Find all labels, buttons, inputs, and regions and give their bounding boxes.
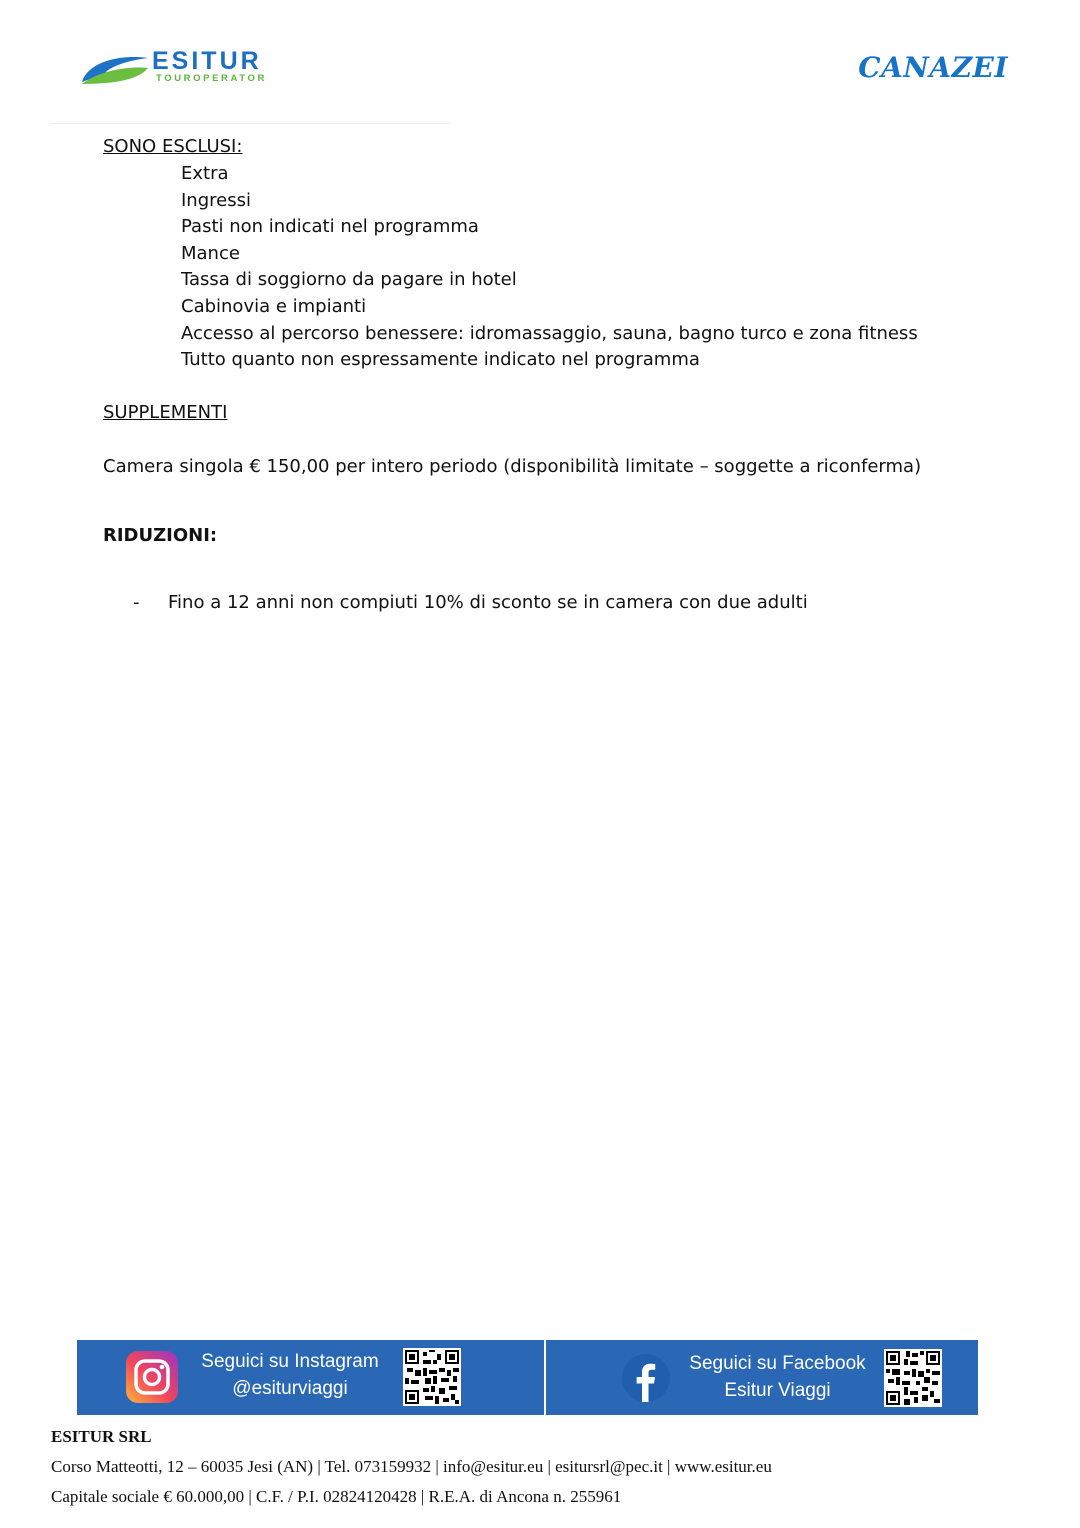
list-item: Tutto quanto non espressamente indicato nel programma — [181, 349, 700, 371]
footer-contacts: Corso Matteotti, 12 – 60035 Jesi (AN) | Tel. 073159932 | info@esitur.eu | esitursrl@pec.it | www.esitur.eu — [51, 1457, 772, 1476]
esitur-logo — [80, 46, 290, 90]
header-divider — [50, 123, 450, 124]
list-item: Tassa di soggiorno da pagare in hotel — [181, 269, 517, 291]
list-item: Pasti non indicati nel programma — [181, 216, 479, 238]
social-banner — [77, 1340, 978, 1415]
list-item: Mance — [181, 242, 240, 264]
footer-legal: Capitale sociale € 60.000,00 | C.F. / P.I. 02824120428 | R.E.A. di Ancona n. 255961 — [51, 1487, 622, 1506]
list-bullet: - — [133, 592, 140, 613]
list-item: Accesso al percorso benessere: idromassaggio, sauna, bagno turco e zona fitness — [181, 322, 918, 344]
instagram-qr-code[interactable] — [403, 1348, 461, 1406]
instagram-handle[interactable]: @esiturviaggi — [232, 1378, 348, 1399]
supplements-text: Camera singola € 150,00 per intero periodo (disponibilità limitate – soggette a riconferma) — [103, 456, 922, 477]
qr-code-icon — [884, 1349, 942, 1407]
facebook-icon[interactable] — [621, 1353, 671, 1403]
qr-code-icon — [403, 1348, 461, 1406]
banner-divider — [544, 1340, 546, 1415]
instagram-title[interactable]: Seguici su Instagram — [201, 1351, 379, 1372]
reductions-heading: RIDUZIONI: — [103, 525, 218, 546]
facebook-page-name[interactable]: Esitur Viaggi — [724, 1380, 831, 1401]
excluded-list — [181, 161, 918, 374]
reductions-item: Fino a 12 anni non compiuti 10% di sconto se in camera con due adulti — [168, 592, 808, 613]
excluded-heading: SONO ESCLUSI: — [103, 136, 243, 157]
facebook-qr-code[interactable] — [884, 1349, 942, 1407]
logo-swoosh-icon — [80, 52, 150, 86]
list-item: Ingressi — [181, 189, 251, 211]
supplements-heading: SUPPLEMENTI — [103, 402, 228, 423]
logo-tagline: TOUROPERATOR — [156, 73, 267, 84]
list-item: Cabinovia e impianti — [181, 295, 367, 317]
logo-wordmark: ESITUR — [152, 47, 262, 75]
destination-title: CANAZEI — [858, 51, 1008, 84]
instagram-icon[interactable] — [126, 1351, 178, 1403]
list-item: Extra — [181, 163, 229, 184]
footer-company: ESITUR SRL — [51, 1427, 152, 1446]
facebook-title[interactable]: Seguici su Facebook — [689, 1353, 866, 1374]
